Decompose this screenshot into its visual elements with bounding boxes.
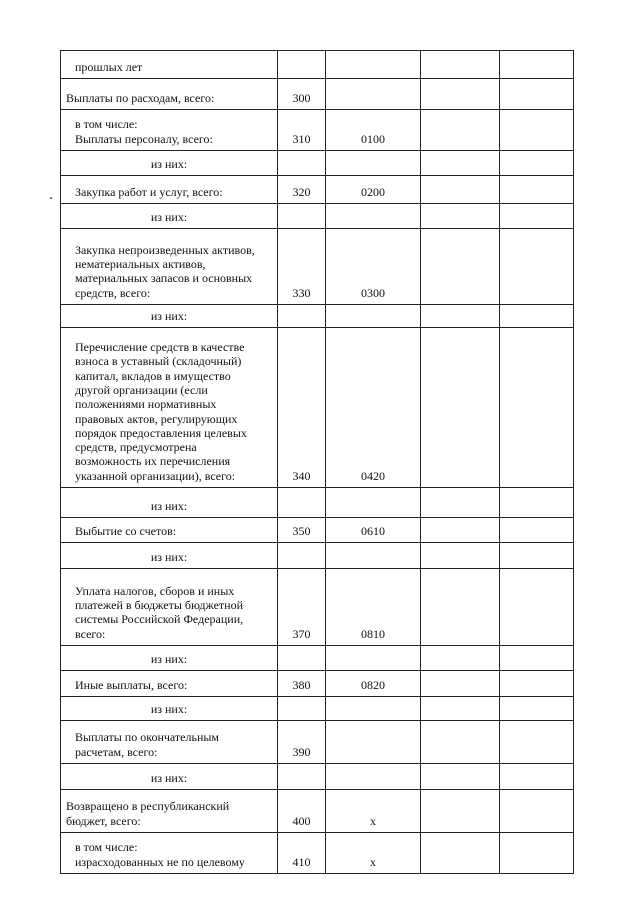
table-row: [61, 764, 574, 790]
row-value-2: [500, 543, 574, 569]
table-row: [61, 79, 574, 110]
row-label: из них:: [61, 543, 278, 569]
row-label: Уплата налогов, сборов и иных платежей в бюджеты бюджетной системы Российской Федерации, всего:: [61, 569, 278, 646]
row-label: Закупка работ и услуг, всего:: [61, 176, 278, 204]
row-value-1: [421, 833, 500, 874]
scan-speck: [50, 197, 52, 199]
row-code: 390: [278, 721, 326, 764]
table-row: [61, 543, 574, 569]
row-code: 410: [278, 833, 326, 874]
row-value-2: [500, 204, 574, 229]
payments-table-body: [61, 51, 574, 874]
row-value-1: [421, 51, 500, 79]
row-value-1: [421, 543, 500, 569]
row-kosgu: 0810: [326, 569, 421, 646]
row-value-1: [421, 697, 500, 721]
row-label: из них:: [61, 697, 278, 721]
row-label: Выплаты по окончательным расчетам, всего:: [61, 721, 278, 764]
table-row: [61, 518, 574, 543]
row-value-1: [421, 764, 500, 790]
row-value-1: [421, 151, 500, 176]
row-label: Перечисление средств в качестве взноса в уставный (складочный) капитал, вкладов в имущество другой организации (если положениями нормативных правовых актов, регулирующих порядок предоставления целевых средств, предусмотрена возможность их перечисления указанной организации), всего:: [61, 328, 278, 488]
row-kosgu: [326, 305, 421, 328]
table-row: [61, 790, 574, 833]
row-code: [278, 151, 326, 176]
row-label: прошлых лет: [61, 51, 278, 79]
row-value-1: [421, 646, 500, 671]
table-row: [61, 488, 574, 518]
row-value-2: [500, 721, 574, 764]
row-code: 310: [278, 110, 326, 151]
row-value-1: [421, 110, 500, 151]
row-value-2: [500, 569, 574, 646]
row-value-2: [500, 110, 574, 151]
row-value-1: [421, 671, 500, 697]
row-value-2: [500, 764, 574, 790]
payments-table: [60, 50, 574, 874]
table-row: [61, 229, 574, 305]
table-row: [61, 204, 574, 229]
row-code: 370: [278, 569, 326, 646]
row-kosgu: [326, 79, 421, 110]
table-row: [61, 176, 574, 204]
row-kosgu: [326, 151, 421, 176]
row-value-1: [421, 229, 500, 305]
row-code: 350: [278, 518, 326, 543]
row-label: из них:: [61, 764, 278, 790]
row-value-1: [421, 176, 500, 204]
row-kosgu: x: [326, 790, 421, 833]
row-value-1: [421, 79, 500, 110]
row-value-1: [421, 518, 500, 543]
row-label: из них:: [61, 488, 278, 518]
row-value-2: [500, 646, 574, 671]
row-kosgu: [326, 646, 421, 671]
row-kosgu: [326, 543, 421, 569]
row-value-2: [500, 833, 574, 874]
table-row: [61, 697, 574, 721]
row-value-2: [500, 229, 574, 305]
row-value-2: [500, 176, 574, 204]
row-kosgu: [326, 488, 421, 518]
table-row: [61, 110, 574, 151]
row-value-2: [500, 305, 574, 328]
row-value-1: [421, 305, 500, 328]
table-row: [61, 151, 574, 176]
row-kosgu: [326, 204, 421, 229]
row-kosgu: [326, 697, 421, 721]
row-value-2: [500, 488, 574, 518]
row-code: [278, 305, 326, 328]
table-row: [61, 721, 574, 764]
row-kosgu: 0200: [326, 176, 421, 204]
row-kosgu: [326, 51, 421, 79]
row-kosgu: 0100: [326, 110, 421, 151]
row-code: 380: [278, 671, 326, 697]
row-label: Выбытие со счетов:: [61, 518, 278, 543]
row-value-2: [500, 51, 574, 79]
row-value-2: [500, 151, 574, 176]
row-value-2: [500, 518, 574, 543]
table-row: [61, 51, 574, 79]
row-code: [278, 646, 326, 671]
row-kosgu: [326, 764, 421, 790]
row-value-1: [421, 790, 500, 833]
row-value-1: [421, 204, 500, 229]
table-row: [61, 305, 574, 328]
table-row: [61, 328, 574, 488]
row-code: [278, 697, 326, 721]
row-value-1: [421, 721, 500, 764]
table-row: [61, 671, 574, 697]
row-code: 340: [278, 328, 326, 488]
row-value-2: [500, 79, 574, 110]
row-kosgu: 0300: [326, 229, 421, 305]
row-code: [278, 543, 326, 569]
row-label: Выплаты по расходам, всего:: [61, 79, 278, 110]
table-row: [61, 833, 574, 874]
row-kosgu: 0420: [326, 328, 421, 488]
row-value-1: [421, 569, 500, 646]
row-kosgu: x: [326, 833, 421, 874]
table-row: [61, 569, 574, 646]
row-value-1: [421, 328, 500, 488]
row-code: 400: [278, 790, 326, 833]
table-row: [61, 646, 574, 671]
row-code: [278, 764, 326, 790]
row-code: [278, 488, 326, 518]
row-value-2: [500, 671, 574, 697]
row-label: в том числе: Выплаты персоналу, всего:: [61, 110, 278, 151]
row-value-1: [421, 488, 500, 518]
row-kosgu: 0610: [326, 518, 421, 543]
row-value-2: [500, 328, 574, 488]
row-code: [278, 204, 326, 229]
row-kosgu: 0820: [326, 671, 421, 697]
row-label: из них:: [61, 151, 278, 176]
row-code: 320: [278, 176, 326, 204]
row-label: из них:: [61, 646, 278, 671]
row-label: из них:: [61, 204, 278, 229]
row-code: 300: [278, 79, 326, 110]
row-label: в том числе: израсходованных не по целевому: [61, 833, 278, 874]
row-code: [278, 51, 326, 79]
row-value-2: [500, 790, 574, 833]
row-label: Закупка непроизведенных активов, нематериальных активов, материальных запасов и основных средств, всего:: [61, 229, 278, 305]
row-label: Иные выплаты, всего:: [61, 671, 278, 697]
row-label: Возвращено в республиканский бюджет, всего:: [61, 790, 278, 833]
row-label: из них:: [61, 305, 278, 328]
row-value-2: [500, 697, 574, 721]
row-kosgu: [326, 721, 421, 764]
row-code: 330: [278, 229, 326, 305]
